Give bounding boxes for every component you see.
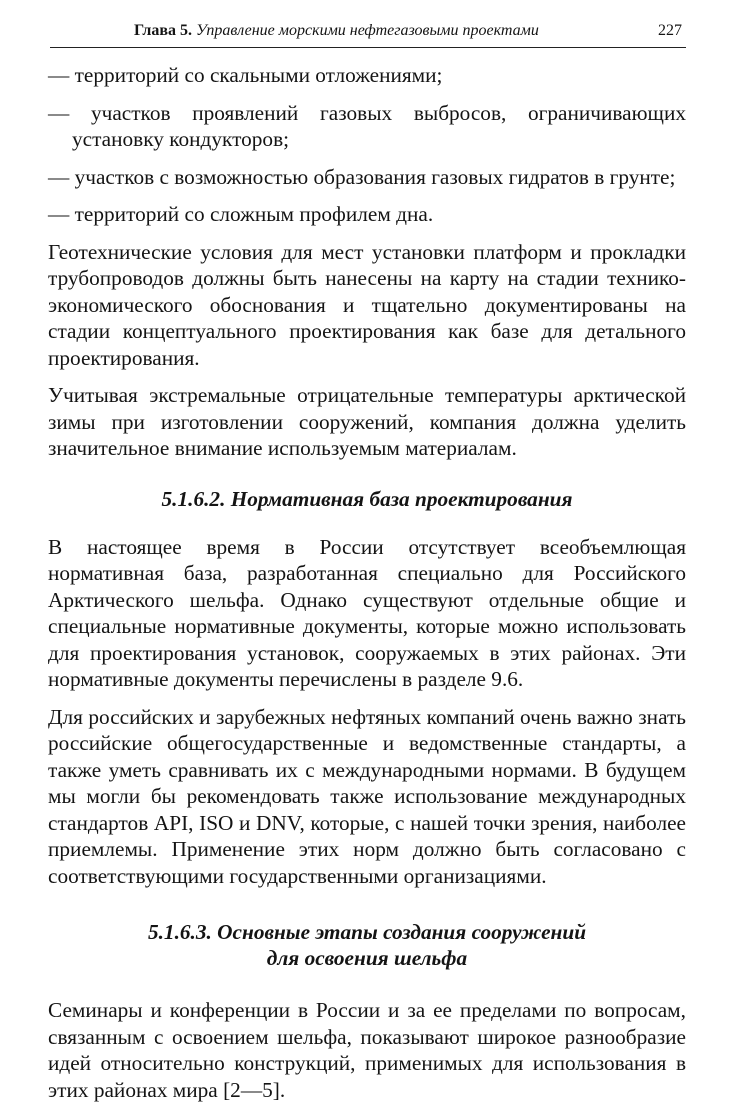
section-heading-5-1-6-2: 5.1.6.2. Нормативная база проектирования [161,486,573,511]
paragraph-seminars: Семинары и конференции в России и за ее пределами по вопросам, связанным с освоением шельфа, показывают широкое разнообразие идей относительно конструкций, применимых для использования в этих районах мира [2—5]. [48,998,686,1102]
page-number: 227 [658,22,682,39]
list-item: — территорий со скальными отложениями; [48,63,443,87]
paragraph-normative-base: В настоящее время в России отсутствует всеобъемлющая нормативная база, разработанная специально для Российского Арктического шельфа. Однако существуют отдельные общие и специальные нормативные документы, которые можно использовать для проектирования установок, сооружаемых в этих районах. Эти нормативные документы перечислены в разделе 9.6. [48,534,686,691]
paragraph-geotech: Геотехнические условия для мест установки платформ и прокладки трубопроводов должны быть нанесены на карту на стадии технико-экономического обоснования и тщательно документированы на стадии концептуального проектирования как базе для детального проектирования. [48,239,686,370]
list-item: — участков с возможностью образования газовых гидратов в грунте; [48,164,676,189]
page-body [48,62,686,1114]
chapter-heading [134,20,539,42]
list-item: — участков проявлений газовых выбросов, ограничивающих установку кондукторов; [48,100,686,151]
heading-line-1: 5.1.6.3. Основные этапы создания сооружений [147,920,587,944]
chapter-title: Управление морскими нефтегазовыми проектами [196,22,539,39]
paragraph-standards: Для российских и зарубежных нефтяных компаний очень важно знать российские общегосударственные и ведомственные стандарты, а также уметь сравнивать их с международными нормами. В будущем мы могли бы рекомендовать также использование международных стандартов API, ISO и DNV, которые, с нашей точки зрения, наиболее приемлемы. Применение этих норм должно быть согласовано с соответствующими государственными организациями. [48,704,686,888]
paragraph-materials: Учитывая экстремальные отрицательные температуры арктической зимы при изготовлении сооружений, компания должна уделить значительное внимание используемым материалам. [48,383,686,460]
header-rule [50,47,686,48]
list-item: — территорий со сложным профилем дна. [48,202,434,226]
chapter-label: Глава 5. [134,22,192,39]
heading-line-2: для освоения шельфа [266,946,468,970]
section-heading-5-1-6-3 [48,919,686,971]
